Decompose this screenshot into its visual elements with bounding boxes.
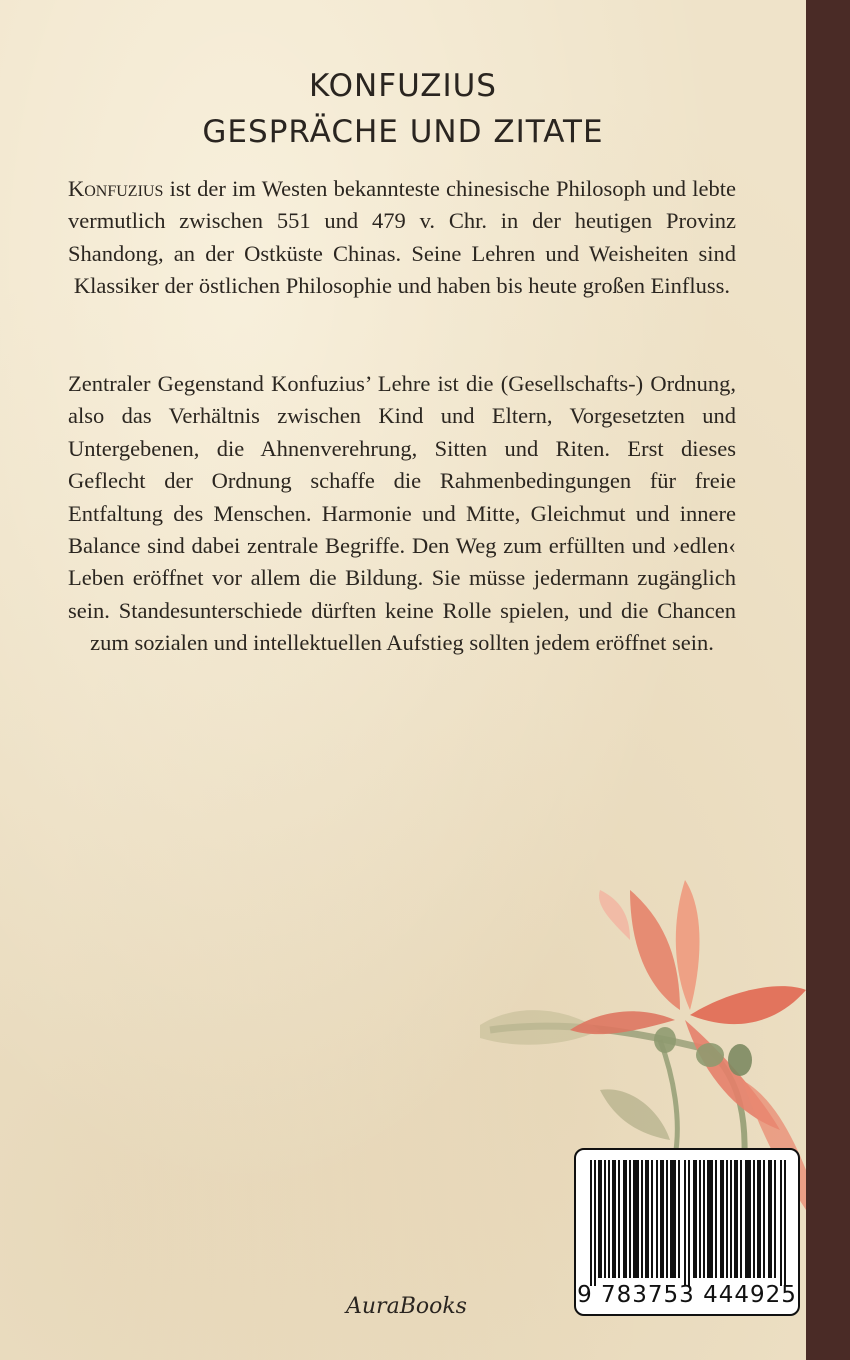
book-title: KONFUZIUS [309, 68, 497, 104]
publisher-logo: AuraBooks [346, 1294, 467, 1319]
barcode-bars [590, 1160, 786, 1286]
isbn-number: 9 783753 444925 [577, 1282, 797, 1308]
description-paragraph-2: Zentraler Gegenstand Konfuzius’ Lehre ist die (Gesellschafts-) Ordnung, also das Verhältnis zwischen Kind und Eltern, Vorgesetzten und Untergebenen, die Ahnenverehrung, Sitten und Riten. Erst dieses Geflecht der Ordnung schaffe die Rahmenbedingungen für freie Entfaltung des Menschen. Harmonie und Mitte, Gleichmut und innere Balance sind dabei zentrale Begriffe. Den Weg zum erfüllten und ›edlen‹ Leben eröffnet vor allem die Bildung. Sie müsse jedermann zugänglich sein. Standesunterschiede dürften keine Rolle spielen, und die Chancen zum sozialen und intellektuellen Aufstieg sollten jedem eröffnet sein. [68, 371, 736, 656]
barcode [574, 1148, 800, 1316]
book-subtitle: GESPRÄCHE UND ZITATE [202, 114, 604, 150]
spine-edge [806, 0, 850, 1360]
paragraph-1-text: ist der im Westen bekannteste chinesische Philosoph und lebte vermutlich zwischen 551 und 479 v. Chr. in der heutigen Provinz Shandong, an der Ostküste Chinas. Seine Lehren und Weisheiten sind Klassiker der östlichen Philosophie und haben bis heute großen Einfluss. [68, 176, 736, 299]
description-paragraph-1 [68, 173, 736, 303]
author-name: Konfuzius [68, 176, 164, 201]
